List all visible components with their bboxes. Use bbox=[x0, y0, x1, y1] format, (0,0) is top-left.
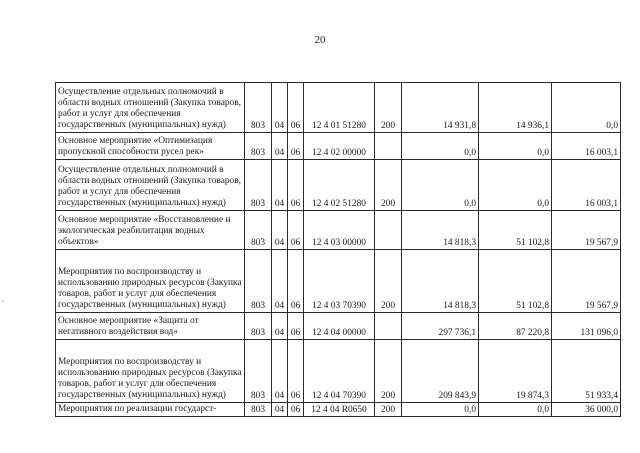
ministry-code: 803 bbox=[245, 160, 272, 211]
amount-year-3: 0,0 bbox=[552, 83, 621, 133]
subsection-code: 06 bbox=[288, 83, 304, 133]
subsection-code: 06 bbox=[288, 160, 304, 211]
expense-type: 200 bbox=[375, 340, 402, 403]
amount-year-1: 0,0 bbox=[402, 403, 479, 417]
row-name: Основное мероприятие «Восстановление и экологическая реабилитация водных объектов» bbox=[56, 211, 245, 250]
amount-year-2: 14 936,1 bbox=[479, 83, 552, 133]
ministry-code: 803 bbox=[245, 340, 272, 403]
amount-year-1: 209 843,9 bbox=[402, 340, 479, 403]
target-code: 12 4 04 R0650 bbox=[304, 403, 375, 417]
target-code: 12 4 04 70390 bbox=[304, 340, 375, 403]
target-code: 12 4 03 00000 bbox=[304, 211, 375, 250]
amount-year-1: 14 818,3 bbox=[402, 211, 479, 250]
section-code: 04 bbox=[272, 211, 288, 250]
amount-year-1: 0,0 bbox=[402, 160, 479, 211]
amount-year-1: 14 931,8 bbox=[402, 83, 479, 133]
subsection-code: 06 bbox=[288, 313, 304, 340]
target-code: 12 4 01 51280 bbox=[304, 83, 375, 133]
table-row bbox=[56, 160, 621, 211]
table-row bbox=[56, 340, 621, 403]
table-row bbox=[56, 133, 621, 160]
expense-type: 200 bbox=[375, 250, 402, 313]
amount-year-2: 51 102,8 bbox=[479, 250, 552, 313]
expense-type: 200 bbox=[375, 403, 402, 417]
amount-year-2: 87 220,8 bbox=[479, 313, 552, 340]
subsection-code: 06 bbox=[288, 211, 304, 250]
subsection-code: 06 bbox=[288, 133, 304, 160]
table-row bbox=[56, 250, 621, 313]
amount-year-2: 19 874,3 bbox=[479, 340, 552, 403]
subsection-code: 06 bbox=[288, 340, 304, 403]
row-name: Осуществление отдельных полномочий в области водных отношений (Закупка товаров, работ и услуг для обеспечения государственных (муниципальных) нужд) bbox=[56, 83, 245, 133]
subsection-code: 06 bbox=[288, 403, 304, 417]
row-name: Мероприятия по реализации государст- bbox=[56, 403, 245, 417]
amount-year-1: 0,0 bbox=[402, 133, 479, 160]
section-code: 04 bbox=[272, 83, 288, 133]
expense-type: 200 bbox=[375, 160, 402, 211]
amount-year-3: 131 096,0 bbox=[552, 313, 621, 340]
section-code: 04 bbox=[272, 340, 288, 403]
ministry-code: 803 bbox=[245, 313, 272, 340]
amount-year-3: 19 567,9 bbox=[552, 211, 621, 250]
amount-year-1: 14 818,3 bbox=[402, 250, 479, 313]
expense-type bbox=[375, 211, 402, 250]
row-name: Основное мероприятие «Защита от негативного воздействия вод» bbox=[56, 313, 245, 340]
row-name: Основное мероприятие «Оптимизация пропускной способности русел рек» bbox=[56, 133, 245, 160]
ministry-code: 803 bbox=[245, 211, 272, 250]
ministry-code: 803 bbox=[245, 403, 272, 417]
target-code: 12 4 02 51280 bbox=[304, 160, 375, 211]
amount-year-2: 0,0 bbox=[479, 403, 552, 417]
expense-type bbox=[375, 133, 402, 160]
amount-year-3: 36 000,0 bbox=[552, 403, 621, 417]
scan-speck bbox=[2, 300, 4, 302]
expense-type bbox=[375, 313, 402, 340]
amount-year-3: 16 003,1 bbox=[552, 133, 621, 160]
target-code: 12 4 04 00000 bbox=[304, 313, 375, 340]
amount-year-3: 16 003,1 bbox=[552, 160, 621, 211]
target-code: 12 4 02 00000 bbox=[304, 133, 375, 160]
section-code: 04 bbox=[272, 250, 288, 313]
page-number: 20 bbox=[314, 34, 326, 46]
section-code: 04 bbox=[272, 133, 288, 160]
ministry-code: 803 bbox=[245, 83, 272, 133]
table-row bbox=[56, 313, 621, 340]
table-row bbox=[56, 83, 621, 133]
amount-year-3: 51 933,4 bbox=[552, 340, 621, 403]
expense-type: 200 bbox=[375, 83, 402, 133]
amount-year-2: 51 102,8 bbox=[479, 211, 552, 250]
budget-table bbox=[55, 82, 621, 417]
table-row bbox=[56, 211, 621, 250]
row-name: Мероприятия по воспроизводству и использованию природных ресурсов (Закупка товаров, работ и услуг для обеспечения государственных (муниципальных) нужд) bbox=[56, 340, 245, 403]
table-row bbox=[56, 403, 621, 417]
amount-year-1: 297 736,1 bbox=[402, 313, 479, 340]
amount-year-2: 0,0 bbox=[479, 133, 552, 160]
ministry-code: 803 bbox=[245, 133, 272, 160]
ministry-code: 803 bbox=[245, 250, 272, 313]
target-code: 12 4 03 70390 bbox=[304, 250, 375, 313]
section-code: 04 bbox=[272, 160, 288, 211]
amount-year-3: 19 567,9 bbox=[552, 250, 621, 313]
subsection-code: 06 bbox=[288, 250, 304, 313]
section-code: 04 bbox=[272, 313, 288, 340]
row-name: Осуществление отдельных полномочий в области водных отношений (Закупка товаров, работ и услуг для обеспечения государственных (муниципальных) нужд) bbox=[56, 160, 245, 211]
row-name: Мероприятия по воспроизводству и использованию природных ресурсов (Закупка товаров, работ и услуг для обеспечения государственных (муниципальных) нужд) bbox=[56, 250, 245, 313]
amount-year-2: 0,0 bbox=[479, 160, 552, 211]
section-code: 04 bbox=[272, 403, 288, 417]
